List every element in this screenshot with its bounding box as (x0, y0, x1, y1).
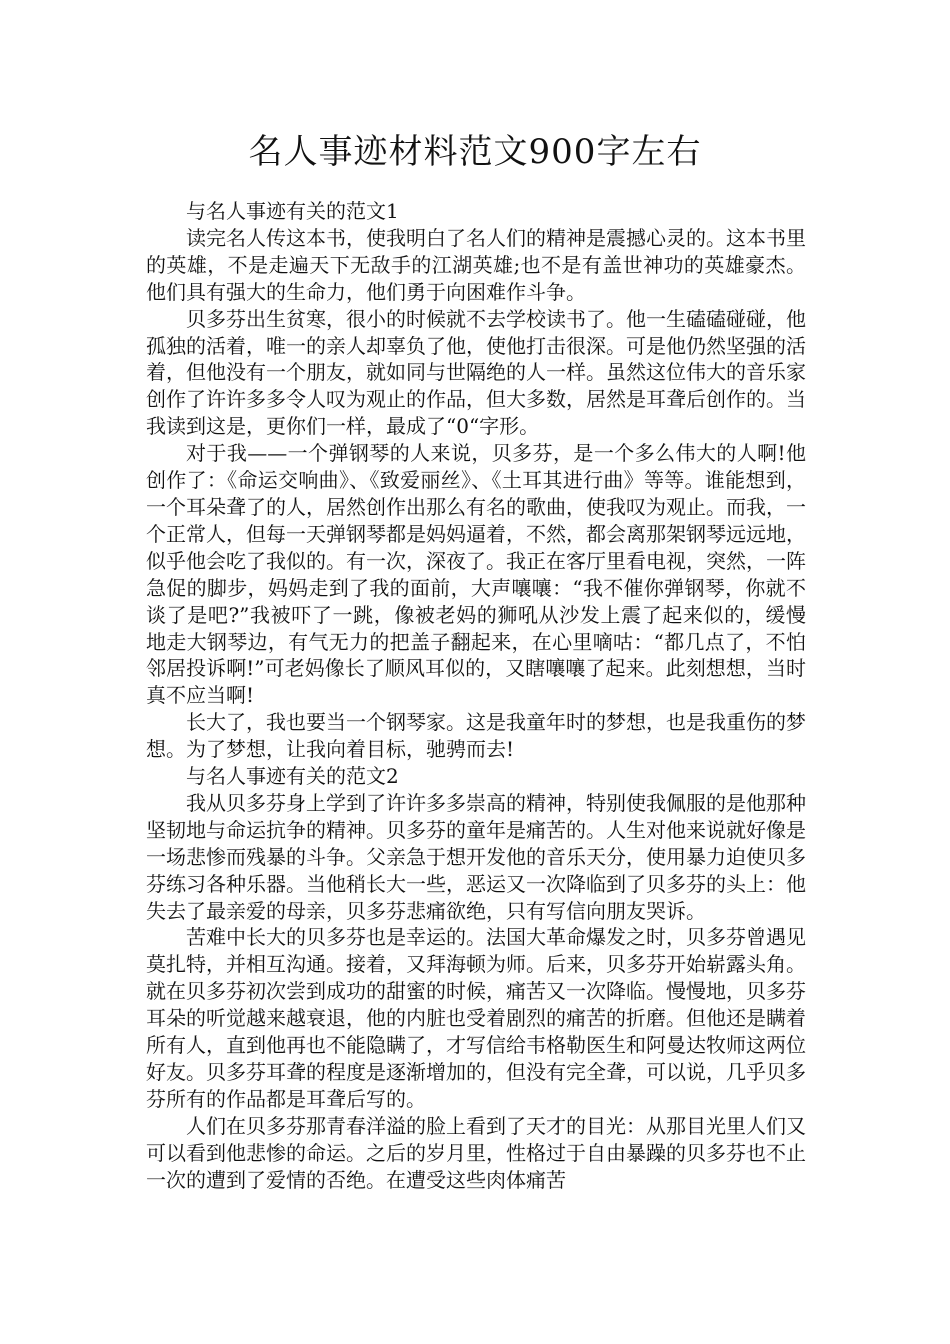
section-heading: 与名人事迹有关的范文1 (186, 199, 399, 223)
body-paragraph: 贝多芬出生贫寒，很小的时候就不去学校读书了。他一生磕磕碰碰，他孤独的活着，唯一的亲人却辜负了他，使他打击很深。可是他仍然坚强的活着，但他没有一个朋友，就如同与世隔绝的人一样。虽然这位伟大的音乐家创作了许许多多令人叹为观止的作品，但大多数，居然是耳聋后创作的。当我读到这是，更你们一样，最成了“0“字形。 (146, 306, 806, 439)
body-paragraph: 读完名人传这本书，使我明白了名人们的精神是震撼心灵的。这本书里的英雄，不是走遍天下无敌手的江湖英雄;也不是有盖世神功的英雄豪杰。他们具有强大的生命力，他们勇于向困难作斗争。 (146, 225, 806, 304)
body-paragraph: 人们在贝多芬那青春洋溢的脸上看到了天才的目光：从那目光里人们又可以看到他悲惨的命运。之后的岁月里，性格过于自由暴躁的贝多芬也不止一次的遭到了爱情的否绝。在遭受这些肉体痛苦 (146, 1113, 806, 1192)
section-heading: 与名人事迹有关的范文2 (186, 764, 399, 789)
document-title: 名人事迹材料范文900字左右 (248, 132, 702, 172)
body-paragraph: 我从贝多芬身上学到了许许多多崇高的精神，特别使我佩服的是他那种坚韧地与命运抗争的精神。贝多芬的童年是痛苦的。人生对他来说就好像是一场悲惨而残暴的斗争。父亲急于想开发他的音乐天分，使用暴力迫使贝多芬练习各种乐器。当他稍长大一些，恶运又一次降临到了贝多芬的头上：他失去了最亲爱的母亲，贝多芬悲痛欲绝，只有写信向朋友哭诉。 (146, 790, 806, 923)
body-paragraph: 对于我——一个弹钢琴的人来说，贝多芬，是一个多么伟大的人啊!他创作了：《命运交响曲》、《致爱丽丝》、《土耳其进行曲》等等。谁能想到，一个耳朵聋了的人，居然创作出那么有名的歌曲，使我叹为观止。而我，一个正常人，但每一天弹钢琴都是妈妈逼着，不然，都会离那架钢琴远远地，似乎他会吃了我似的。有一次，深夜了。我正在客厅里看电视，突然，一阵急促的脚步，妈妈走到了我的面前，大声嚷嚷：“我不催你弹钢琴，你就不谈了是吧?”我被吓了一跳，像被老妈的狮吼从沙发上震了起来似的，缓慢地走大钢琴边，有气无力的把盖子翻起来，在心里嘀咕：“都几点了，不怕邻居投诉啊!”可老妈像长了顺风耳似的，又瞎嚷嚷了起来。此刻想想，当时真不应当啊! (146, 441, 806, 708)
document-body (146, 198, 806, 1194)
body-paragraph: 苦难中长大的贝多芬也是幸运的。法国大革命爆发之时，贝多芬曾遇见莫扎特，并相互沟通。接着，又拜海顿为师。后来，贝多芬开始崭露头角。就在贝多芬初次尝到成功的甜蜜的时候，痛苦又一次降临。慢慢地，贝多芬耳朵的听觉越来越衰退，他的内脏也受着剧烈的痛苦的折磨。但他还是瞒着所有人，直到他再也不能隐瞒了，才写信给韦格勒医生和阿曼达牧师这两位好友。贝多芬耳聋的程度是逐渐增加的，但没有完全聋，可以说，几乎贝多芬所有的作品都是耳聋后写的。 (146, 925, 806, 1111)
body-paragraph: 长大了，我也要当一个钢琴家。这是我童年时的梦想，也是我重伤的梦想。为了梦想，让我向着目标，驰骋而去! (146, 710, 806, 762)
